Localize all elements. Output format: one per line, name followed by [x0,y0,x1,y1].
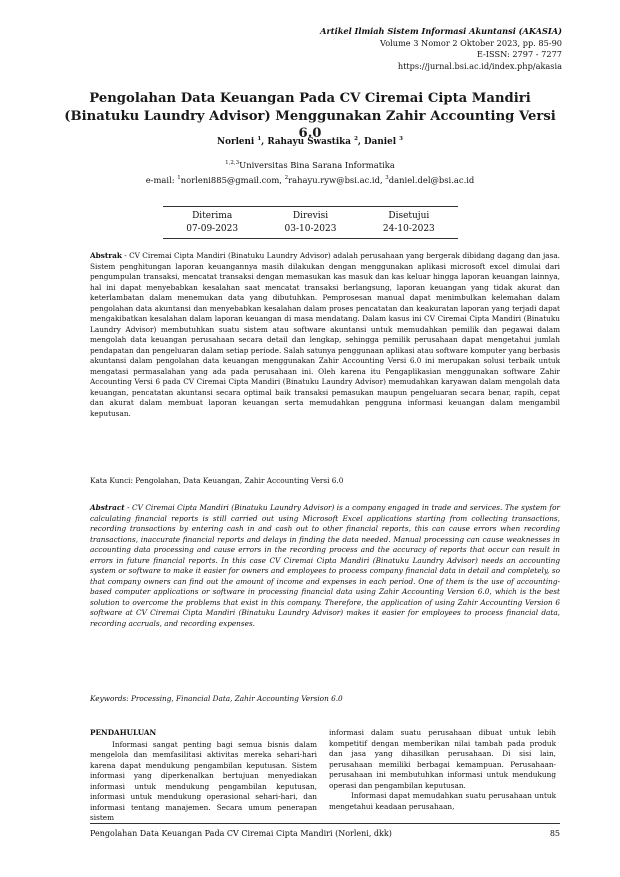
email-2[interactable]: rahayu.ryw@bsi.ac.id, [288,174,383,185]
affiliation-block [60,157,560,187]
date-accepted-label: Disetujui [388,211,430,221]
footer-running-title: Pengolahan Data Keuangan Pada CV Ciremai Cipta Mandiri (Norleni, dkk) [90,829,392,838]
abstrak-text: - CV Ciremai Cipta Mandiri (Binatuku Laundry Advisor) adalah perusahaan yang bergerak dibidang dagang dan jasa. Sistem penghitungan laporan keuangannya masih dilakukan dengan menggunakan aplikasi microsoft excel dimulai dari pengumpulan transaksi, mencatat transaksi dengan memasukan kas masuk dan kas keluar hingga laporan keuangan lainnya, hal ini dapat menyebabkan kesalahan saat mencatat transaksi berlangsung, laporan keuangan yang tidak akurat dan keterlambatan dalam menemukan data yang dibutuhkan. Pemprosesan manual dapat menimbulkan kelemahan dalam pengolahan data akuntansi dan menyebabkan kesalahan dalam proses pencatatan dan keakuratan laporan yang terjadi dapat mengakibatkan kesalahan dalam laporan keuangan di masa mendatang. Dalam kasus ini CV Ciremai Cipta Mandiri (Binatuku Laundry Advisor) membutuhkan suatu sistem atau software akuntansi untuk memudahkan pemilik dan pegawai dalam mengolah data keuangan perusahaan secara detail dan lengkap, sehingga pemilik perusahaan dapat mengetahui jumlah pendapatan dan pengeluaran dalam setiap periode. Salah satunya penggunaan aplikasi atau software komputer yang berbasis akuntansi dalam pengolahan data keuangan menggunakan Zahir Accounting Versi 6.0 ini merupakan solusi terbaik untuk mengatasi permasalahan yang ada pada perusahaan ini. Oleh karena itu Pengaplikasian menggunakan software Zahir Accounting Versi 6 pada CV Ciremai Cipta Mandiri (Binatuku Laundry Advisor) memudahkan karyawan dalam mengolah data keuangan, pencatatan akuntansi secara optimal baik transaksi pemasukan maupun pengeluaran secara benar, rapih, cepat dan akurat dalam membuat laporan keuangan serta memudahkan pengguna informasi keuangan dalam mengambil keputusan. [90,251,560,418]
author-list: Norleni $^1$, Rahayu Swastika $^2$, Daniel $^3$ [217,136,403,147]
journal-header [320,26,562,72]
date-received-value: 07-09-2023 [186,224,239,234]
abstract-label: Abstract [90,503,125,512]
dates-table [163,206,458,239]
date-revised [261,210,359,236]
date-accepted-value: 24-10-2023 [382,224,435,234]
email-3[interactable]: daniel.del@bsi.ac.id [388,174,475,185]
abstrak-label: Abstrak [90,251,122,260]
author-1: Norleni [217,136,255,147]
author-1-sup: 1 [257,136,262,142]
page-number: 85 [549,829,560,838]
body-right-paragraph-2: Informasi dapat memudahkan suatu perusahaan untuk mengetahui keadaan perusahaan, [329,791,556,811]
kata-kunci: Kata Kunci: Pengolahan, Data Keuangan, Zahir Accounting Versi 6.0 [90,476,344,485]
author-3: Daniel [364,136,397,147]
body-left-paragraph: Informasi sangat penting bagi semua bisnis dalam mengelola dan memfasilitasi aktivitas mereka sehari-hari karena dapat mendukung pengambilan keputusan. Sistem informasi yang diperkenalkan bertujuan menyediakan informasi untuk mendukung pengambilan keputusan, informasi untuk mendukung operasional sehari-hari, dan informasi tentang manajemen. Secara umum penerapan sistem [90,739,317,822]
date-revised-label: Direvisi [292,211,329,221]
affiliation-university: Universitas Bina Sarana Informatika [239,159,395,170]
author-3-sup: 3 [399,136,403,142]
body-left-column [90,728,317,824]
email-label: e-mail: [145,174,175,185]
email-2-sup: 2 [284,174,289,181]
journal-volume: Volume 3 Nomor 2 Oktober 2023, pp. 85-90 [380,37,562,48]
page-footer [90,829,560,838]
date-received-label: Diterima [192,211,233,221]
journal-url[interactable]: https://jurnal.bsi.ac.id/index.php/akasia [397,60,562,71]
body-right-column [329,728,556,812]
abstract-paragraph [90,503,560,629]
email-1[interactable]: norleni885@gmail.com, [180,174,282,185]
date-received [163,210,261,236]
body-right-paragraph-1: informasi dalam suatu perusahaan dibuat untuk lebih kompetitif dengan memberikan nilai tambah pada produk dan jasa yang dihasilkan perusahaan. Di sisi lain, perusahaan memiliki berbagai kemampuan. Perusahaan-perusahaan ini membutuhkan informasi untuk mendukung operasi dan pengambilan keputusan. [329,728,556,790]
affiliation-sup: 1,2,3 [225,160,240,166]
paper-title: Pengolahan Data Keuangan Pada CV Ciremai Cipta Mandiri (Binatuku Laundry Advisor) Menggunakan Zahir Accounting Versi 6.0 [64,91,556,141]
author-2-sup: 2 [354,136,358,142]
journal-eissn: E-ISSN: 2797 - 7277 [476,49,562,60]
abstract-text: - CV Ciremai Cipta Mandiri (Binatuku Laundry Advisor) is a company engaged in trade and services. The system for calculating financial reports is still carried out using Microsoft Excel applications starting from collecting transactions, recording transactions by entering cash in and cash out to other financial reports, this can cause errors when recording transactions, inaccurate financial reports and delays in finding the data needed. Manual processing can cause weaknesses in accounting data processing and cause errors in the recording process and the accuracy of reports that occur can result in errors in future financial reports. In this case CV Ciremai Cipta Mandiri (Binatuku Laundry Advisor) needs an accounting system or software to make it easier for owners and employees to process company financial data in detail and completely, so that company owners can find out the amount of income and expenses in each period. One of them is the use of accounting-based computer applications or software in processing financial data using Zahir Accounting Version 6.0, which is the best solution to overcome the problems that exist in this company. Therefore, the application of using Zahir Accounting Version 6 software at CV Ciremai Cipta Mandiri (Binatuku Laundry Advisor) makes it easier for employees to process financial data, recording accruals, and recording expenses. [90,503,560,628]
section-heading: PENDAHULUAN [90,728,157,737]
date-accepted [360,210,458,236]
email-line [60,172,560,187]
date-revised-value: 03-10-2023 [284,224,337,234]
journal-name: Artikel Ilmiah Sistem Informasi Akuntansi (AKASIA) [320,26,562,36]
email-1-sup: 1 [177,174,181,181]
footer-divider [90,823,560,824]
keywords: Keywords: Processing, Financial Data, Zahir Accounting Version 6.0 [90,694,343,703]
email-3-sup: 3 [385,174,389,181]
abstrak-paragraph [90,251,560,419]
author-2: Rahayu Swastika [267,136,351,147]
